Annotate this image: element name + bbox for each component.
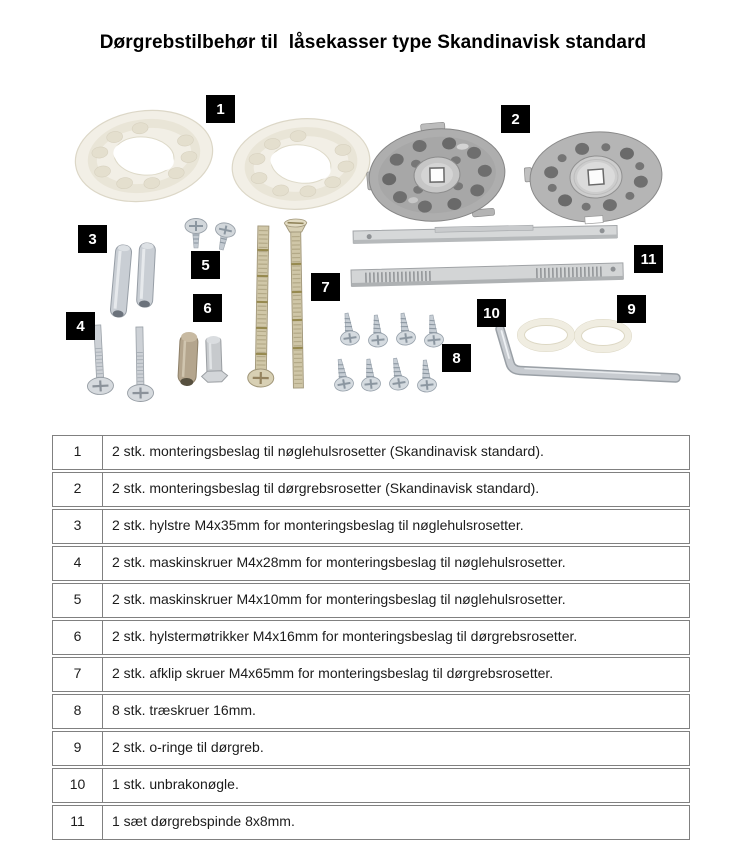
wood-screws-group: [330, 312, 444, 393]
table-row: [52, 509, 690, 544]
handle-rosette-plate-right: [522, 128, 665, 228]
part-description-cell: 2 stk. maskinskruer M4x10mm for monteringsbeslag til nøglehulsrosetter.: [112, 591, 566, 607]
spindle-bar-plain: [353, 223, 617, 244]
part-label-5: 5: [191, 251, 220, 279]
part-label-3: 3: [78, 225, 107, 253]
part-description-cell: 1 sæt dørgrebspinde 8x8mm.: [112, 813, 295, 829]
product-photo: [0, 80, 746, 430]
keyhole-rosette-plate-left: [69, 102, 218, 210]
table-row: [52, 546, 690, 581]
table-row: [52, 472, 690, 507]
page-title: Dørgrebstilbehør til låsekasser type Skandinavisk standard: [99, 32, 647, 53]
part-number-cell: 10: [53, 769, 103, 802]
part-number-cell: 9: [53, 732, 103, 765]
part-description-cell: 2 stk. monteringsbeslag til nøglehulsrosetter (Skandinavisk standard).: [112, 443, 544, 459]
part-number-cell: 1: [53, 436, 103, 469]
o-ring-right: [575, 320, 632, 353]
sleeve-nut-right: [200, 336, 228, 383]
part-label-9: 9: [617, 295, 646, 323]
part-label-11: 11: [634, 245, 663, 273]
part-description-cell: 2 stk. monteringsbeslag til dørgrebsrosetter (Skandinavisk standard).: [112, 480, 540, 496]
part-label-6: 6: [193, 294, 222, 322]
table-row: [52, 731, 690, 766]
part-label-8: 8: [442, 344, 471, 372]
table-row: [52, 435, 690, 470]
part-label-4: 4: [66, 312, 95, 340]
part-number-cell: 3: [53, 510, 103, 543]
spindle-bar-knurled: [351, 263, 623, 287]
long-screw-right: [284, 219, 309, 388]
part-label-7: 7: [311, 273, 340, 301]
long-screw-left: [248, 226, 277, 387]
sleeve-nut-left: [178, 332, 199, 387]
machine-screw-right: [126, 327, 153, 402]
short-screw-right: [211, 221, 236, 252]
part-description-cell: 2 stk. maskinskruer M4x28mm for monteringsbeslag til nøglehulsrosetter.: [112, 554, 566, 570]
part-number-cell: 5: [53, 584, 103, 617]
part-description-cell: 2 stk. hylstre M4x35mm for monteringsbeslag til nøglehulsrosetter.: [112, 517, 524, 533]
table-row: [52, 657, 690, 692]
allen-key: [500, 329, 676, 378]
handle-rosette-plate-left: [363, 117, 509, 227]
part-label-10: 10: [477, 299, 506, 327]
part-number-cell: 11: [53, 806, 103, 839]
part-number-cell: 8: [53, 695, 103, 728]
part-description-cell: 2 stk. afklip skruer M4x65mm for monteringsbeslag til dørgrebsrosetter.: [112, 665, 554, 681]
part-number-cell: 6: [53, 621, 103, 654]
table-row: [52, 805, 690, 840]
short-screw-left: [185, 219, 207, 249]
part-description-cell: 8 stk. træskruer 16mm.: [112, 702, 256, 718]
table-row: [52, 583, 690, 618]
part-description-cell: 2 stk. o-ringe til dørgreb.: [112, 739, 264, 755]
part-number-cell: 2: [53, 473, 103, 506]
table-row: [52, 768, 690, 803]
o-ring-left: [518, 319, 575, 352]
part-number-cell: 7: [53, 658, 103, 691]
part-description-cell: 2 stk. hylstermøtrikker M4x16mm for monteringsbeslag til dørgrebsrosetter.: [112, 628, 578, 644]
parts-table: [52, 435, 690, 840]
keyhole-rosette-plate-right: [228, 112, 375, 216]
table-row: [52, 694, 690, 729]
part-label-1: 1: [206, 95, 235, 123]
sleeve-right: [136, 243, 155, 308]
part-number-cell: 4: [53, 547, 103, 580]
sleeve-left: [110, 244, 132, 318]
part-description-cell: 1 stk. unbrakonøgle.: [112, 776, 239, 792]
table-row: [52, 620, 690, 655]
part-label-2: 2: [501, 105, 530, 133]
